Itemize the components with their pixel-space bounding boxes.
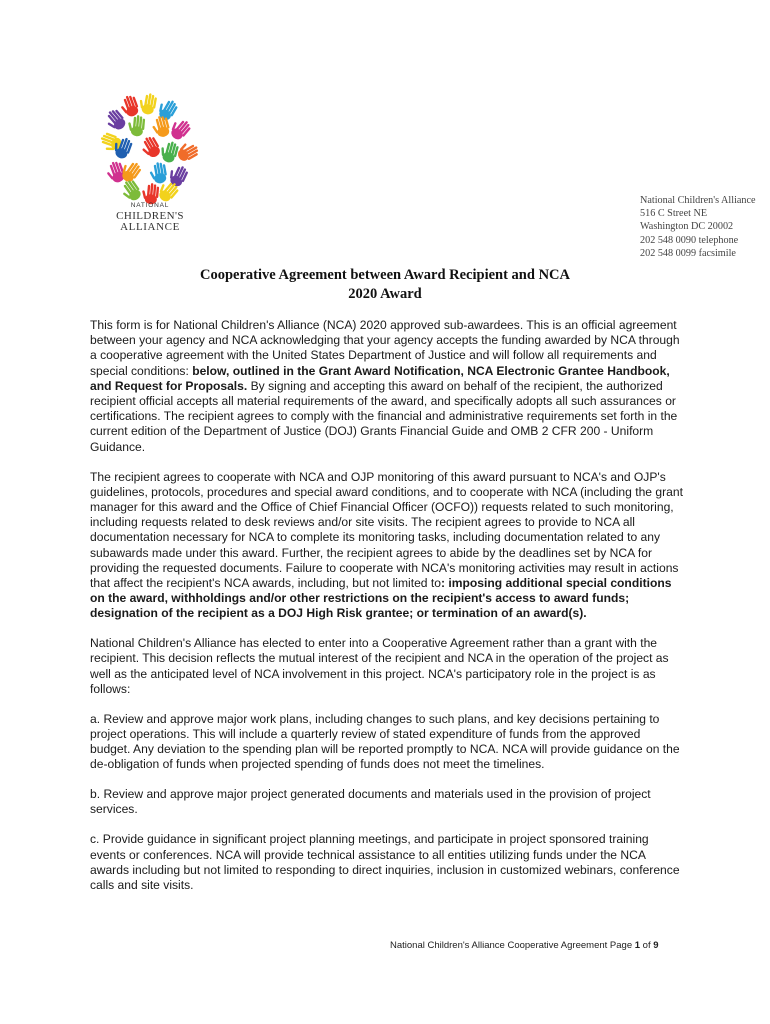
hand-icon [120, 95, 140, 119]
logo-line-childrens: CHILDREN'S [116, 209, 184, 222]
address-phone: 202 548 0090 telephone [640, 234, 739, 246]
hand-icon [175, 141, 199, 163]
hand-icon [120, 179, 143, 203]
paragraph-item-c: c. Provide guidance in significant project planning meetings, and participate in project sponsored training events or conferences. NCA will provide technical assistance to all entities utilizing funds under the NCA awards including but not limited to responding to direct inquiries, inclusion in customized webinars, conference calls and site visits. [90, 832, 680, 892]
paragraph-intro [90, 318, 684, 455]
document-body [90, 318, 684, 908]
address-block [640, 194, 770, 260]
logo-line-national: NATIONAL [130, 202, 170, 209]
paragraph-intro-text: This form is for National Children's Alliance (NCA) 2020 approved sub-awardees. This is an official agreement between your agency and NCA acknowledging that your agency accepts the funding awarded by NCA through a cooperative agreement with the United States Department of Justice and will follow all requirements and special conditions: [90, 318, 680, 378]
page-footer [390, 940, 659, 951]
title-line-1: Cooperative Agreement between Award Recipient and NCA [200, 267, 570, 283]
paragraph-monitoring-text: The recipient agrees to cooperate with NCA and OJP monitoring of this award pursuant to NCA's and OJP's guidelines, protocols, procedures and special award conditions, and to cooperate with NCA (including the grant manager for this award and the Office of Chief Financial Officer (OCFO)) requests related to such monitoring, including requests related to desk reviews and/or site visits. The recipient agrees to provide to NCA all documentation necessary for NCA to complete its monitoring tasks, including documentation related to any subawards made under this award. Further, the recipient agrees to abide by the deadlines set by NCA for providing the requested documents. Failure to cooperate with NCA's monitoring activities may result in actions that affect the recipient's NCA awards, including, but not limited to [90, 469, 683, 590]
paragraph-monitoring [90, 470, 684, 622]
hand-icon [139, 93, 156, 115]
hand-icon [104, 109, 128, 133]
hands-cluster-icon [99, 93, 199, 205]
footer-page-total: 9 [653, 940, 659, 951]
hand-icon [128, 116, 144, 137]
paragraph-item-a: a. Review and approve major work plans, including changes to such plans, and key decisions pertaining to project operations. This will include a quarterly review of stated expenditure of funds from the approved budget. Any deviation to the spending plan will be reported promptly to NCA. NCA will provide guidance on the de-obligation of funds when projected spending of funds does not meet the timelines. [90, 711, 680, 772]
paragraph-monitoring-bold: : imposing additional special conditions on the award, withholdings and/or other restrictions on the recipient's access to award funds; designation of the recipient as a DOJ High Risk grantee; or termination of an award(s). [90, 575, 672, 621]
logo-wordmark [100, 203, 200, 233]
hand-icon [140, 136, 162, 160]
paragraph-intro-bold: below, outlined in the Grant Award Notification, NCA Electronic Grantee Handbook, and Request for Proposals. [90, 363, 670, 393]
address-org: National Children's Alliance [640, 195, 756, 206]
hand-icon [150, 162, 167, 184]
address-fax: 202 548 0099 facsimile [640, 247, 736, 259]
hand-icon [160, 141, 179, 164]
hand-icon [106, 161, 126, 185]
paragraph-item-b: b. Review and approve major project generated documents and materials used in the provision of project services. [90, 787, 651, 817]
logo-line-alliance: ALLIANCE [120, 220, 180, 233]
paragraph-cooperative: National Children's Alliance has elected to enter into a Cooperative Agreement rather than a grant with the recipient. This decision reflects the mutual interest of the recipient and NCA in the operation of the project as well as the anticipated level of NCA involvement in this project. NCA's participatory role in the project is as follows: [90, 636, 669, 696]
address-street: 516 C Street NE [640, 208, 708, 220]
document-title [0, 266, 770, 304]
address-city: Washington DC 20002 [640, 221, 734, 233]
footer-page-number: 1 [634, 940, 641, 951]
footer-of: of [640, 940, 654, 951]
hand-icon [168, 117, 192, 141]
paragraph-intro-text-2: By signing and accepting this award on behalf of the recipient, the authorized recipient official accepts all material requirements of the award, and specifically adopts all such assurances or certifications. The recipient agrees to comply with the financial and administrative requirements set forth in the current edition of the Department of Justice (DOJ) Grants Financial Guide and OMB 2 CFR 200 - Uniform Guidance. [90, 378, 678, 454]
footer-text: National Children's Alliance Cooperative Agreement Page [390, 940, 635, 951]
title-line-2: 2020 Award [348, 286, 422, 302]
